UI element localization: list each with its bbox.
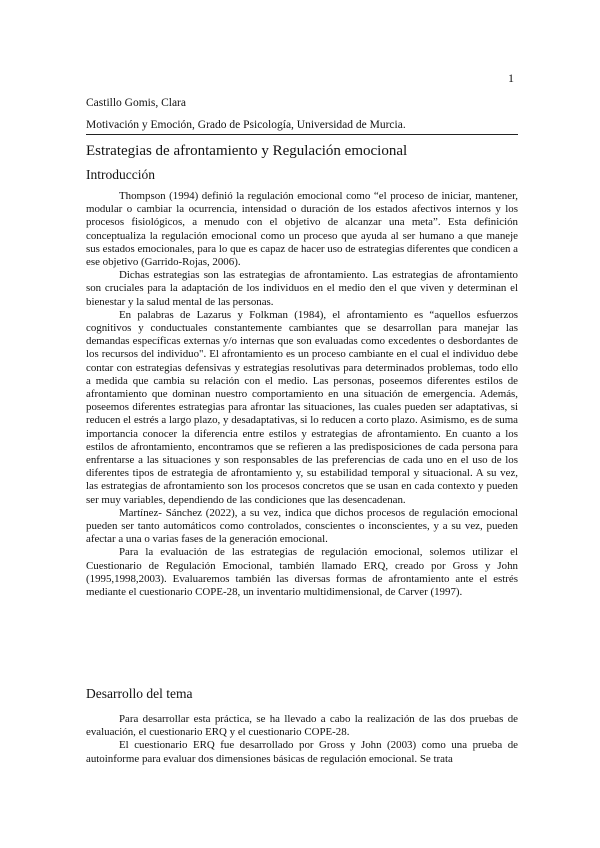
page-number: 1 xyxy=(508,71,514,85)
paragraph: Para la evaluación de las estrategias de regulación emocional, solemos utilizar el Cuestionario de Regulación Emocional, también llamado ERQ, creado por Gross y John (1995,1998,2003). Evaluaremos también las diversas formas de afrontamiento ante el estrés mediante el cuestionario COPE-28, un inventario multidimensional, de Carver (1997). xyxy=(86,546,518,599)
development-body xyxy=(86,713,518,766)
course-info: Motivación y Emoción, Grado de Psicología, Universidad de Murcia. xyxy=(86,119,406,131)
section-heading-introduccion: Introducción xyxy=(86,167,155,182)
section-heading-desarrollo: Desarrollo del tema xyxy=(86,686,193,701)
introduction-body xyxy=(86,190,518,599)
document-title: Estrategias de afrontamiento y Regulación emocional xyxy=(86,143,408,159)
paragraph: El cuestionario ERQ fue desarrollado por Gross y John (2003) como una prueba de autoinforme para evaluar dos dimensiones básicas de regulación emocional. Se trata xyxy=(86,739,518,765)
author-name: Castillo Gomis, Clara xyxy=(86,97,186,109)
paragraph: Martínez- Sánchez (2022), a su vez, indica que dichos procesos de regulación emocional pueden ser tanto automáticos como controlados, conscientes o inconscientes, y a su vez, pueden afectar a una o varias fases de la generación emocional. xyxy=(86,506,518,546)
header-divider xyxy=(86,134,518,135)
paragraph: Thompson (1994) definió la regulación emocional como “el proceso de iniciar, mantener, modular o cambiar la ocurrencia, intensidad o duración de los estados afectivos internos y los procesos fisiológicos, a menudo con el objetivo de alcanzar una meta”. Esta definición conceptualiza la regulación emocional como un proceso que ayuda al ser humano a que maneje sus estados emocionales, para lo que es capaz de hacer uso de estrategias diferentes que condicen a ese objetivo (Garrido-Rojas, 2006). xyxy=(86,190,518,269)
paragraph: En palabras de Lazarus y Folkman (1984), el afrontamiento es “aquellos esfuerzos cognitivos y conductuales constantemente cambiantes que se desarrollan para manejar las demandas específicas externas y/o internas que son evaluadas como excedentes o desbordantes de los recursos del individuo". El afrontamiento es un proceso cambiante en el cual el individuo debe contar con estrategias defensivas y estrategias resolutivas para determinados problemas, todo ello a medida que cambia su relación con el medio. Las personas, poseemos diferentes estilos de afrontamiento que dominan nuestro comportamiento en una situación de emergencia. Además, poseemos diferentes estrategias para afrontar las situaciones, las cuales pueden ser adaptativas, si reducen el estrés a largo plazo, y desadaptativas, si lo reducen a corto plazo. Asimismo, es de suma importancia conocer la diferencia entre estilos y estrategias de afrontamiento. En cuanto a los estilos de afrontamiento, encontramos que se refieren a las predisposiciones de cada persona para enfrentarse a las situaciones y son responsables de las preferencias de cada uno en el uso de los diferentes tipos de estrategia de afrontamiento y, su estabilidad temporal y situacional. A su vez, las estrategias de afrontamiento son los procesos concretos que se usan en cada contexto y pueden ser muy variables, dependiendo de las condiciones que las desencadenan. xyxy=(86,308,518,506)
paragraph: Dichas estrategias son las estrategias de afrontamiento. Las estrategias de afrontamiento son cruciales para la adaptación de los individuos en el medio den el que viven y determinan el bienestar y la salud mental de las personas. xyxy=(86,269,518,308)
paragraph: Para desarrollar esta práctica, se ha llevado a cabo la realización de las dos pruebas de evaluación, el cuestionario ERQ y el cuestionario COPE-28. xyxy=(86,713,518,739)
